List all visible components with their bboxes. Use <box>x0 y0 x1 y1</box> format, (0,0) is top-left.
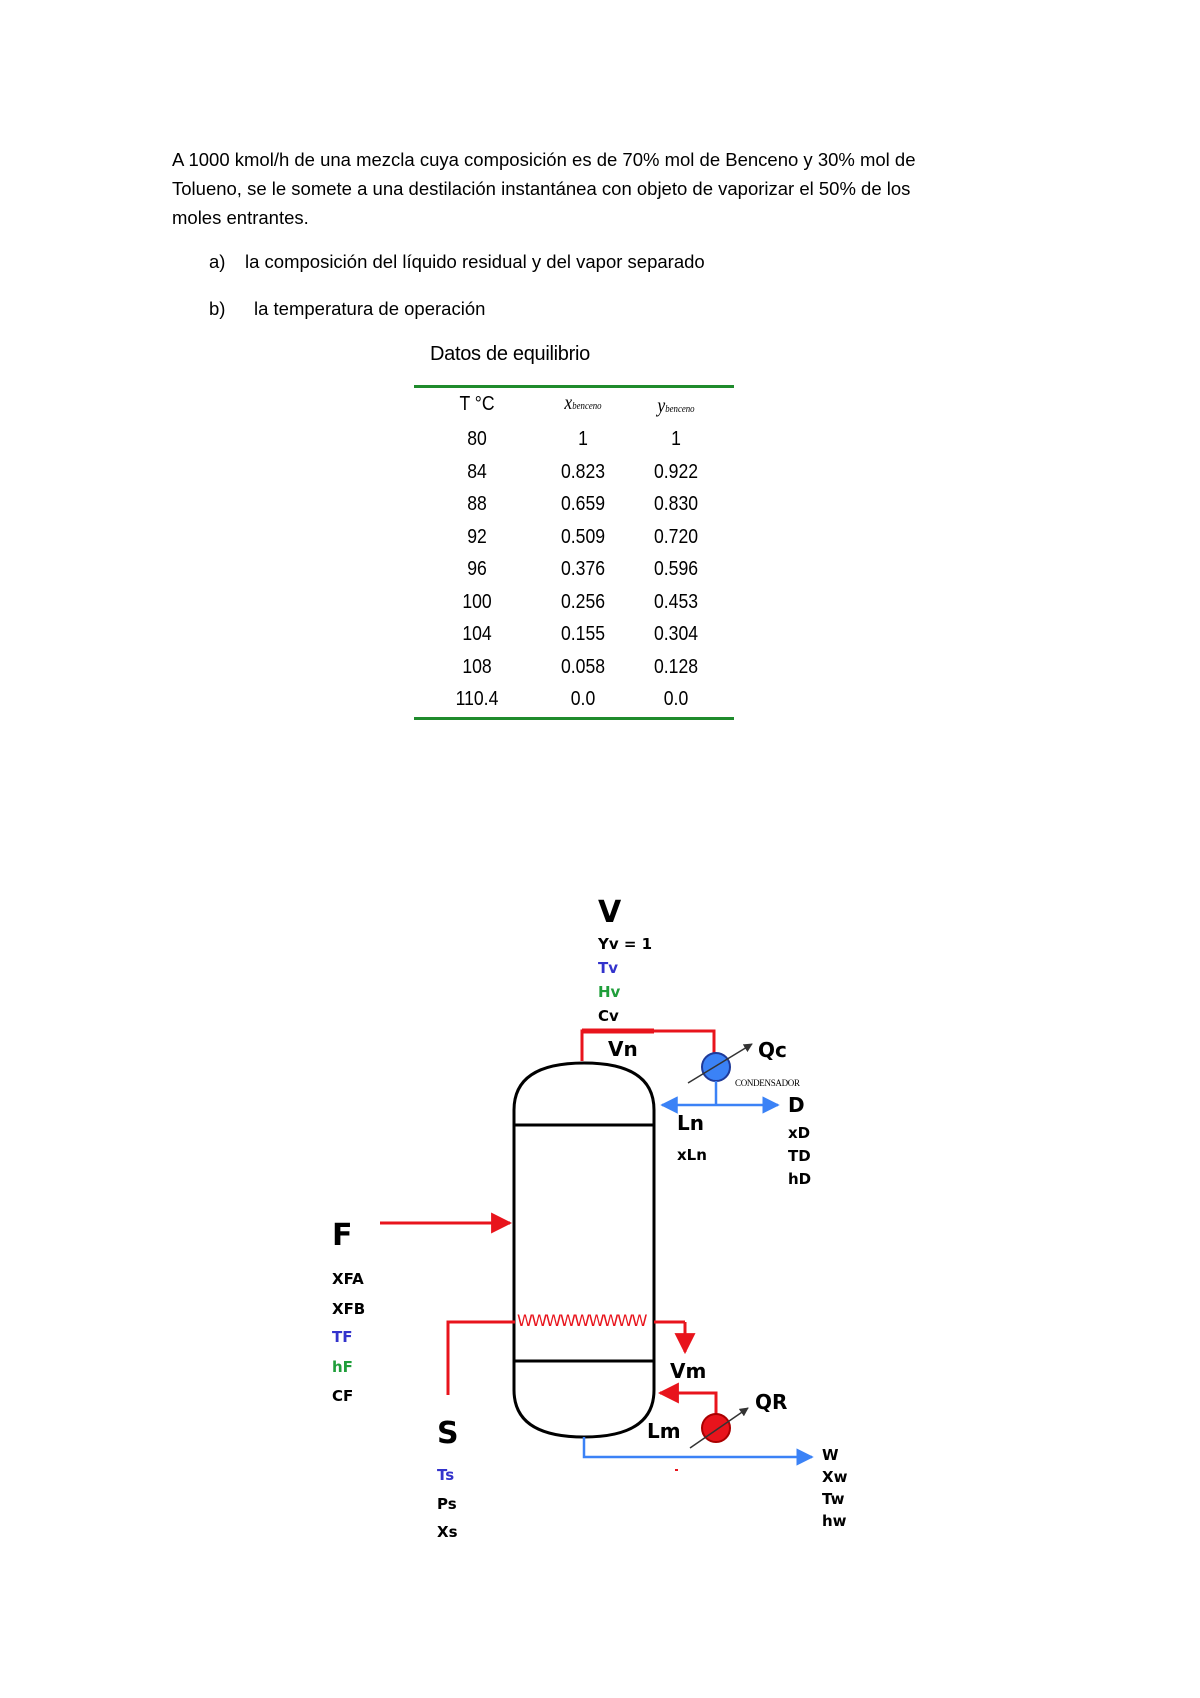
steam-xs: Xs <box>437 1523 458 1541</box>
vapor-overhead-line <box>582 1031 714 1061</box>
table-cell-x-benceno: 0.058 <box>560 655 606 678</box>
table-cell-temperature: 100 <box>462 590 492 613</box>
table-header-y-symbol: y <box>657 395 666 417</box>
table-cell-y-benceno: 1 <box>671 428 681 450</box>
bottoms-xw: Xw <box>822 1468 848 1486</box>
table-cell-y-benceno: 0.596 <box>653 558 699 580</box>
table-header-y-sub: benceno <box>665 404 695 415</box>
feed-tf: TF <box>332 1328 353 1346</box>
table-cell-temperature: 80 <box>467 428 487 450</box>
table-title: Datos de equilibrio <box>430 343 590 365</box>
lm-label: Lm <box>647 1419 681 1443</box>
table-cell-temperature: 84 <box>467 460 487 483</box>
feed-label: F <box>332 1218 353 1253</box>
item-a-text: la composición del líquido residual y del vapor separado <box>245 251 705 272</box>
table-cell-temperature: 108 <box>462 655 492 678</box>
vapor-cv: Cv <box>598 1007 619 1025</box>
condenser-label: CONDENSADOR <box>735 1078 800 1088</box>
feed-hf: hF <box>332 1358 353 1376</box>
table-header-x-sub: benceno <box>572 401 602 412</box>
qc-label: Qc <box>758 1038 787 1062</box>
table-cell-y-benceno: 0.453 <box>653 590 699 613</box>
reboiler-icon <box>702 1414 730 1442</box>
vapor-hv: Hv <box>598 983 621 1001</box>
bottoms-hw: hw <box>822 1512 847 1530</box>
vm-label: Vm <box>670 1359 707 1383</box>
table-header-t: T °C <box>459 393 495 415</box>
table-cell-y-benceno: 0.0 <box>663 688 689 710</box>
problem-line-3: moles entrantes. <box>172 207 309 228</box>
table-cell-temperature: 110.4 <box>455 688 499 710</box>
xln-label: xLn <box>677 1146 707 1164</box>
table-header-x-symbol: x <box>564 392 573 414</box>
steam-ts: Ts <box>437 1466 455 1484</box>
table-cell-temperature: 104 <box>462 623 492 645</box>
distillate-td: TD <box>788 1147 811 1165</box>
table-cell-temperature: 88 <box>467 493 487 515</box>
table-cell-y-benceno: 0.922 <box>653 460 699 483</box>
table-cell-temperature: 92 <box>467 525 487 548</box>
table-cell-x-benceno: 0.256 <box>560 590 606 613</box>
distillate-xd: xD <box>788 1124 811 1142</box>
bottoms-label: W <box>822 1446 839 1464</box>
item-b-text: la temperatura de operación <box>254 298 486 319</box>
problem-line-2: Tolueno, se le somete a una destilación instantánea con objeto de vaporizar el 50% de los <box>172 178 911 199</box>
steam-label: S <box>437 1416 459 1451</box>
bottoms-arrow <box>584 1437 812 1457</box>
table-cell-y-benceno: 0.128 <box>653 655 699 678</box>
table-cell-y-benceno: 0.830 <box>653 493 699 515</box>
column-vessel <box>514 1063 654 1437</box>
table-cell-x-benceno: 0.0 <box>570 688 596 710</box>
feed-xfa: XFA <box>332 1270 364 1288</box>
table-cell-x-benceno: 0.509 <box>560 525 606 548</box>
condenser-icon <box>702 1053 730 1081</box>
vapor-yv: Yv = 1 <box>598 935 653 953</box>
steam-ps: Ps <box>437 1495 457 1513</box>
ln-label: Ln <box>677 1111 704 1135</box>
vn-label: Vn <box>608 1037 638 1061</box>
problem-line-1: A 1000 kmol/h de una mezcla cuya composición es de 70% mol de Benceno y 30% mol de <box>172 149 916 170</box>
qr-label: QR <box>755 1390 788 1414</box>
table-cell-x-benceno: 0.823 <box>560 460 606 483</box>
bottoms-tw: Tw <box>822 1490 845 1508</box>
item-a-marker: a) <box>209 251 226 272</box>
item-b-marker: b) <box>209 298 226 319</box>
feed-cf: CF <box>332 1387 354 1405</box>
table-cell-temperature: 96 <box>467 558 487 580</box>
heating-coil: WWWWWWWWW <box>517 1311 646 1330</box>
table-cell-x-benceno: 0.659 <box>560 493 606 515</box>
table-cell-y-benceno: 0.720 <box>653 525 699 548</box>
feed-xfb: XFB <box>332 1300 366 1318</box>
table-cell-x-benceno: 0.376 <box>560 558 606 580</box>
table-cell-x-benceno: 1 <box>578 428 588 450</box>
distillate-hd: hD <box>788 1170 812 1188</box>
table-cell-x-benceno: 0.155 <box>560 623 606 645</box>
vapor-tv: Tv <box>598 959 619 977</box>
table-cell-y-benceno: 0.304 <box>653 623 699 645</box>
vapor-label: V <box>598 895 622 930</box>
distillate-label: D <box>788 1093 805 1117</box>
steam-inlet-line <box>448 1322 515 1395</box>
reboiler-return-line <box>660 1393 716 1418</box>
